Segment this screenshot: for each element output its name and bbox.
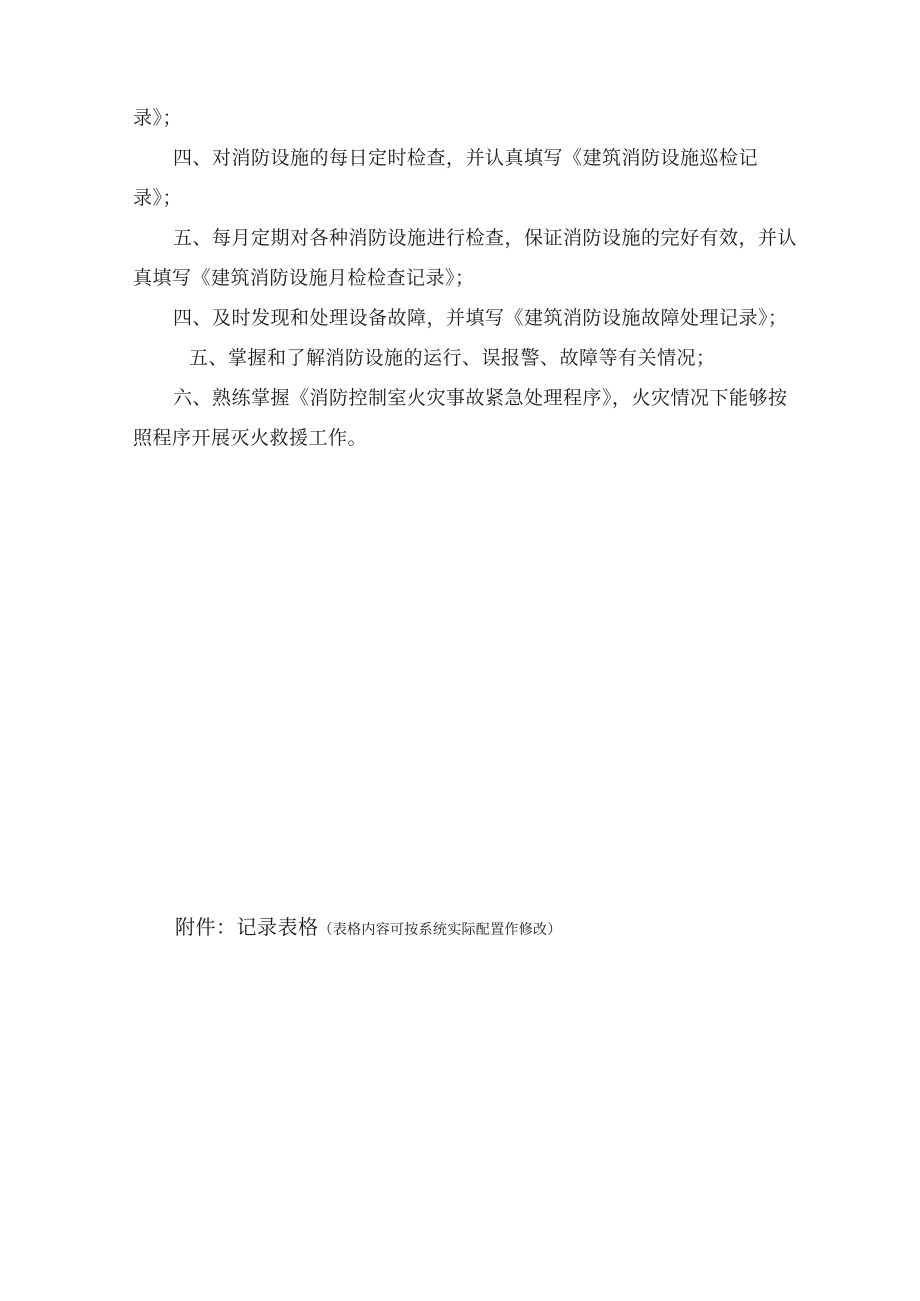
text-line: 照程序开展灭火救援工作。 (133, 427, 368, 449)
paragraph-operation-status (133, 338, 823, 378)
paragraph-emergency-procedure (133, 378, 823, 458)
text-line: 录》； (133, 107, 183, 129)
attachment-heading (175, 911, 562, 940)
text-line: 五、每月定期对各种消防设施进行检查，保证消防设施的完好有效，并认 (173, 227, 798, 249)
text-line: 录》； (133, 187, 183, 209)
attachment-label: 附件：记录表格 (175, 915, 319, 939)
text-line: 四、对消防设施的每日定时检查，并认真填写《建筑消防设施巡检记 (173, 147, 759, 169)
paragraph-fault-handling (133, 298, 823, 338)
text-line: 五、掌握和了解消防设施的运行、误报警、故障等有关情况； (189, 347, 716, 369)
text-line: 真填写《建筑消防设施月检检查记录》； (133, 267, 475, 289)
paragraph-daily-inspection (133, 138, 823, 218)
text-line: 六、熟练掌握《消防控制室火灾事故紧急处理程序》，火灾情况下能够按 (173, 387, 788, 409)
document-body (133, 98, 823, 458)
paragraph-continuation (133, 98, 823, 138)
text-line: 四、及时发现和处理设备故障，并填写《建筑消防设施故障处理记录》； (173, 307, 788, 329)
paragraph-monthly-inspection (133, 218, 823, 298)
attachment-note: （表格内容可按系统实际配置作修改） (318, 922, 562, 938)
